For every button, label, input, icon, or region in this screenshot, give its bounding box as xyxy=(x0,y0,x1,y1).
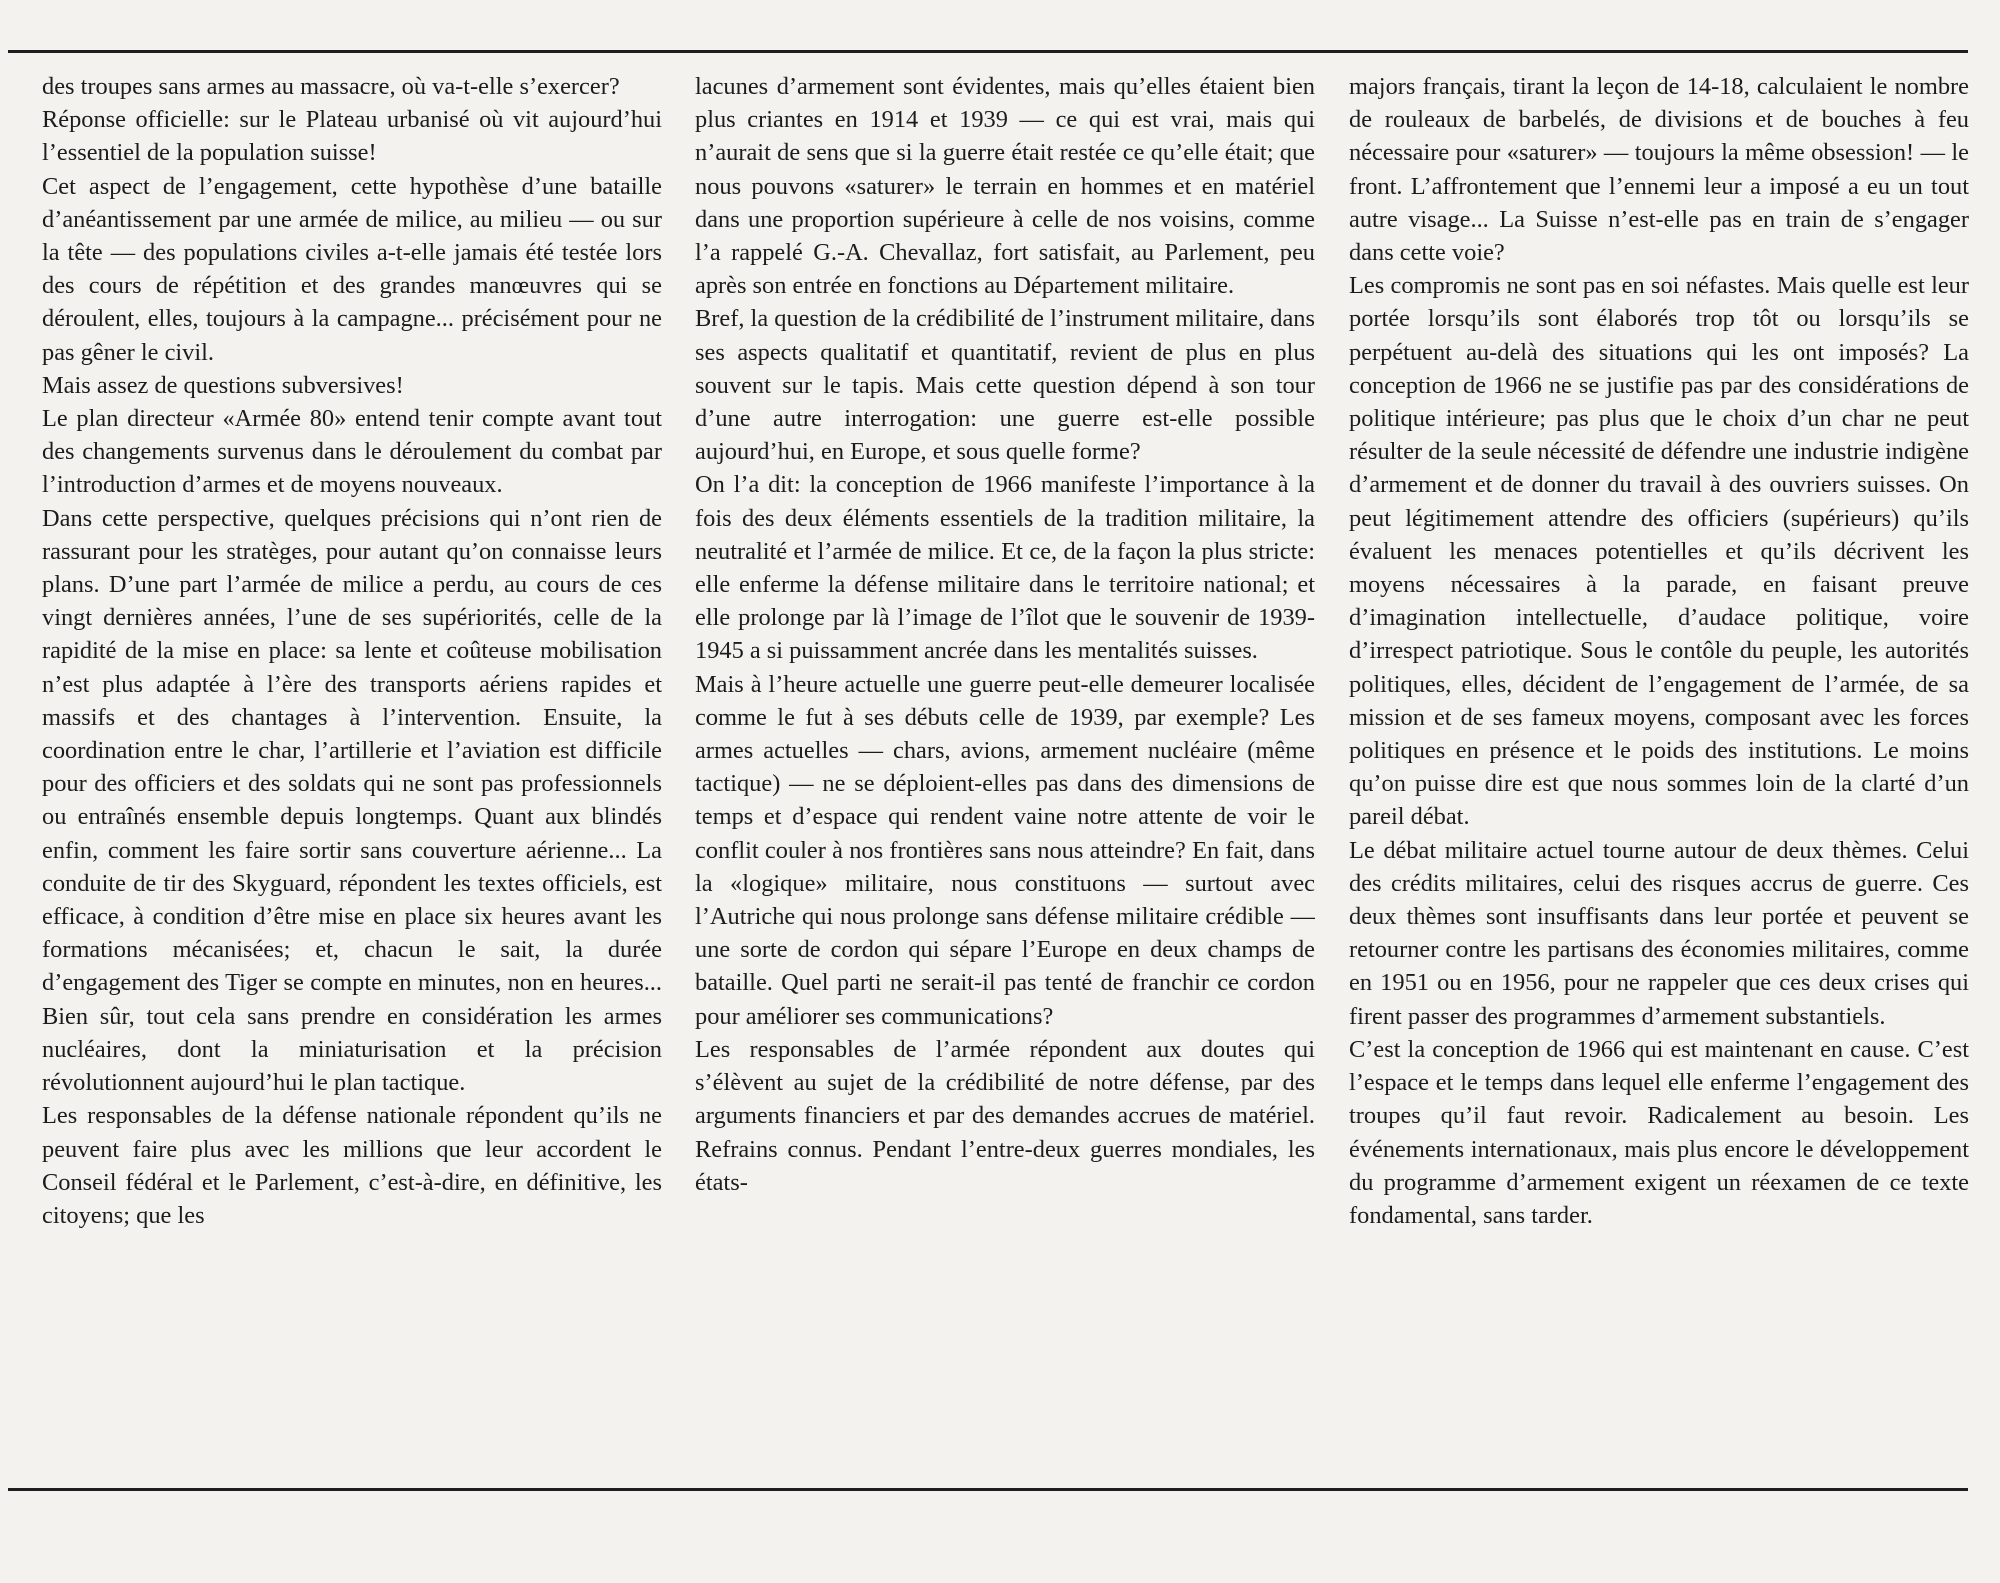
bottom-rule xyxy=(8,1488,1968,1491)
paragraph: Mais à l’heure actuelle une guerre peut-elle demeurer localisée comme le fut à ses débuts celle de 1939, par exemple? Les armes actuelles — chars, avions, armement nucléaire (même tactique) — ne se déploient-elles pas dans des dimensions de temps et d’espace qui rendent vaine notre attente de voir le conflit couler à nos frontières sans nous atteindre? En fait, dans la «logique» militaire, nous constituons — surtout avec l’Autriche qui nous prolonge sans défense militaire crédible — une sorte de cordon qui sépare l’Europe en deux champs de bataille. Quel parti ne serait-il pas tenté de franchir ce cordon pour améliorer ses communications? xyxy=(695,670,1315,1030)
paragraph: Les responsables de la défense nationale répondent qu’ils ne peuvent faire plus avec les millions que leur accordent le Conseil fédéral et le Parlement, c’est-à-dire, en définitive, les citoyens; que les xyxy=(42,1102,662,1229)
text-column-3 xyxy=(1349,70,1969,1480)
paragraph: C’est la conception de 1966 qui est maintenant en cause. C’est l’espace et le temps dans lequel elle enferme l’engagement des troupes qu’il faut revoir. Radicalement au besoin. Les événements internationaux, mais plus encore le développement du programme d’armement exigent un réexamen de ce texte fondamental, sans tarder. xyxy=(1349,1035,1969,1229)
text-column-1 xyxy=(42,70,662,1480)
paragraph: Réponse officielle: sur le Plateau urbanisé où vit aujourd’hui l’essentiel de la population suisse! xyxy=(42,106,662,167)
paragraph: majors français, tirant la leçon de 14-18, calculaient le nombre de rouleaux de barbelés, de divisions et de bouches à feu nécessaire pour «saturer» — toujours la même obsession! — le front. L’affrontement que l’ennemi leur a imposé a eu un tout autre visage... La Suisse n’est-elle pas en train de s’engager dans cette voie? xyxy=(1349,73,1969,267)
paragraph: Dans cette perspective, quelques précisions qui n’ont rien de rassurant pour les stratèges, pour autant qu’on connaisse leurs plans. D’une part l’armée de milice a perdu, au cours de ces vingt dernières années, l’une de ses supériorités, celle de la rapidité de la mise en place: sa lente et coûteuse mobilisation n’est plus adaptée à l’ère des transports aériens rapides et massifs et des chantages à l’intervention. Ensuite, la coordination entre le char, l’artillerie et l’aviation est difficile pour des officiers et des soldats qui ne sont pas professionnels ou entraînés ensemble depuis longtemps. Quant aux blindés enfin, comment les faire sortir sans couverture aérienne... La conduite de tir des Skyguard, répondent les textes officiels, est efficace, à condition d’être mise en place six heures avant les formations mécanisées; et, chacun le sait, la durée d’engagement des Tiger se compte en minutes, non en heures... Bien sûr, tout cela sans prendre en considération les armes nucléaires, dont la miniaturisation et la précision révolutionnent aujourd’hui le plan tactique. xyxy=(42,504,662,1097)
paragraph: des troupes sans armes au massacre, où va-t-elle s’exercer? xyxy=(42,73,620,100)
paragraph: Bref, la question de la crédibilité de l’instrument militaire, dans ses aspects qualitatif et quantitatif, revient de plus en plus souvent sur le tapis. Mais cette question dépend à son tour d’une autre interrogation: une guerre est-elle possible aujourd’hui, en Europe, et sous quelle forme? xyxy=(695,305,1315,466)
paragraph: On l’a dit: la conception de 1966 manifeste l’importance à la fois des deux éléments essentiels de la tradition militaire, la neutralité et l’armée de milice. Et ce, de la façon la plus stricte: elle enferme la défense militaire dans le territoire national; et elle prolonge par là l’image de l’îlot que le souvenir de 1939-1945 a si puissamment ancrée dans les mentalités suisses. xyxy=(695,471,1315,665)
paragraph: Mais assez de questions subversives! xyxy=(42,371,404,399)
paragraph: Cet aspect de l’engagement, cette hypothèse d’une bataille d’anéantissement par une armée de milice, au milieu — ou sur la tête — des populations civiles a-t-elle jamais été testée lors des cours de répétition et des grandes manœuvres qui se déroulent, elles, toujours à la campagne... précisément pour ne pas gêner le civil. xyxy=(42,172,662,366)
top-rule xyxy=(8,50,1968,53)
paragraph: Les responsables de l’armée répondent aux doutes qui s’élèvent au sujet de la crédibilité de notre défense, par des arguments financiers et par des demandes accrues de matériel. Refrains connus. Pendant l’entre-deux guerres mondiales, les états- xyxy=(695,1035,1315,1196)
paragraph: Le débat militaire actuel tourne autour de deux thèmes. Celui des crédits militaires, celui des risques accrus de guerre. Ces deux thèmes sont insuffisants dans leur portée et peuvent se retourner contre les partisans des économies militaires, comme en 1951 ou en 1956, pour ne rappeler que ces deux crises qui firent passer des programmes d’armement substantiels. xyxy=(1349,836,1969,1030)
paragraph: Les compromis ne sont pas en soi néfastes. Mais quelle est leur portée lorsqu’ils sont élaborés trop tôt ou lorsqu’ils se perpétuent au-delà des situations qui les ont imposés? La conception de 1966 ne se justifie pas par des considérations de politique intérieure; pas plus que le choix d’un char ne peut résulter de la seule nécessité de défendre une industrie indigène d’armement et de donner du travail à des ouvriers suisses. On peut légitimement attendre des officiers (supérieurs) qu’ils évaluent les menaces potentielles et qu’ils décrivent les moyens nécessaires à la parade, en faisant preuve d’imagination intellectuelle, d’audace politique, voire d’irrespect patriotique. Sous le contôle du peuple, les autorités politiques, elles, décident de l’engagement de l’armée, de sa mission et de ses fameux moyens, composant avec les forces politiques en présence et le poids des institutions. Le moins qu’on puisse dire est que nous sommes loin de la clarté d’un pareil débat. xyxy=(1349,272,1969,831)
paragraph: Le plan directeur «Armée 80» entend tenir compte avant tout des changements survenus dans le déroulement du combat par l’introduction d’armes et de moyens nouveaux. xyxy=(42,405,662,499)
text-column-2 xyxy=(695,70,1315,1480)
paragraph: lacunes d’armement sont évidentes, mais qu’elles étaient bien plus criantes en 1914 et 1939 — ce qui est vrai, mais qui n’aurait de sens que si la guerre était restée ce qu’elle était; que nous pouvons «saturer» le terrain en hommes et en matériel dans une proportion supérieure à celle de nos voisins, comme l’a rappelé G.-A. Chevallaz, fort satisfait, au Parlement, peu après son entrée en fonctions au Département militaire. xyxy=(695,73,1315,300)
